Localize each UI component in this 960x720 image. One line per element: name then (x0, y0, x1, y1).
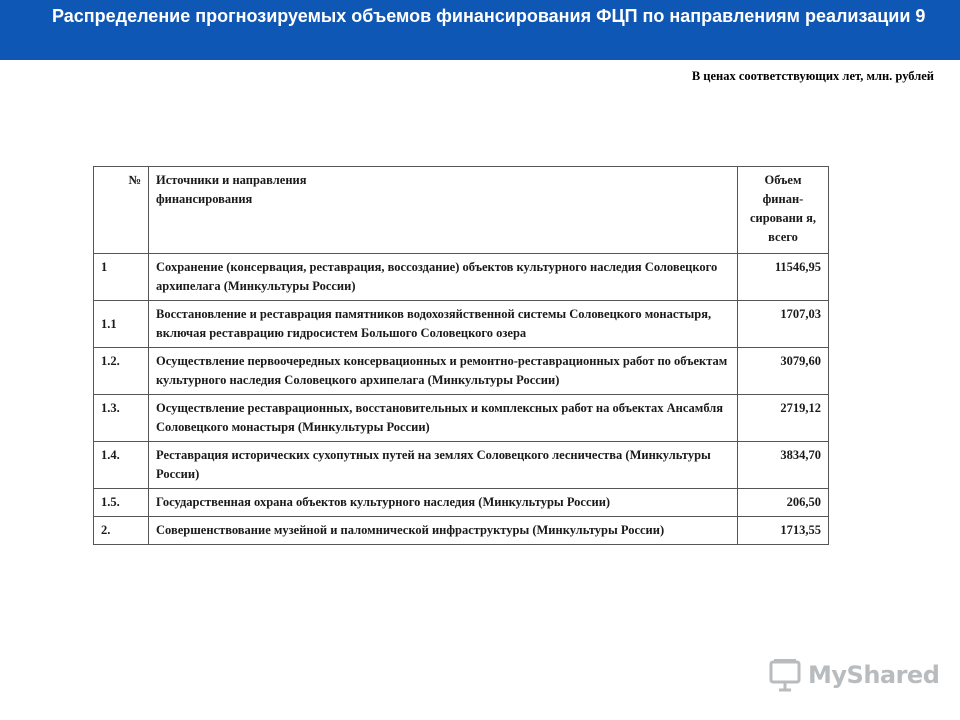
row-num: 1.2. (94, 348, 149, 395)
row-num: 1.4. (94, 442, 149, 489)
row-text: Совершенствование музейной и паломнической инфраструктуры (Минкультуры России) (149, 517, 738, 545)
row-num: 2. (94, 517, 149, 545)
row-amount: 3834,70 (738, 442, 829, 489)
header-source (149, 167, 738, 254)
row-amount: 3079,60 (738, 348, 829, 395)
page-title: Распределение прогнозируемых объемов финансирования ФЦП по направлениям реализации 9 (52, 6, 926, 26)
header-amount: Объем финан-сировани я, всего (738, 167, 829, 254)
row-text: Сохранение (консервация, реставрация, воссоздание) объектов культурного наследия Соловецкого архипелага (Минкультуры России) (149, 254, 738, 301)
row-amount: 206,50 (738, 489, 829, 517)
row-text: Восстановление и реставрация памятников водохозяйственной системы Соловецкого монастыря, включая реставрацию гидросистем Большого Соловецкого озера (149, 301, 738, 348)
header-num: № (94, 167, 149, 254)
table-row (94, 301, 829, 348)
row-text: Реставрация исторических сухопутных путей на землях Соловецкого лесничества (Минкультуры России) (149, 442, 738, 489)
row-text: Осуществление первоочередных консервационных и ремонтно-реставрационных работ по объектам культурного наследия Соловецкого архипелага (Минкультуры России) (149, 348, 738, 395)
row-num: 1 (94, 254, 149, 301)
table-row (94, 395, 829, 442)
table-row (94, 517, 829, 545)
header-source-label: Источники и направления финансирования (156, 173, 307, 206)
watermark-text: MyShared (808, 661, 940, 689)
row-amount: 1713,55 (738, 517, 829, 545)
row-amount: 1707,03 (738, 301, 829, 348)
watermark-logo (768, 656, 939, 694)
row-amount: 11546,95 (738, 254, 829, 301)
table-row (94, 489, 829, 517)
row-num: 1.5. (94, 489, 149, 517)
row-num: 1.1 (94, 301, 149, 348)
table-row (94, 348, 829, 395)
row-num: 1.3. (94, 395, 149, 442)
row-text: Государственная охрана объектов культурного наследия (Минкультуры России) (149, 489, 738, 517)
row-amount: 2719,12 (738, 395, 829, 442)
units-note: В ценах соответствующих лет, млн. рублей (691, 69, 934, 83)
financing-table (93, 166, 829, 545)
projector-screen-icon (768, 658, 802, 692)
row-text: Осуществление реставрационных, восстановительных и комплексных работ на объектах Ансамбля Соловецкого монастыря (Минкультуры России) (149, 395, 738, 442)
title-bar (0, 0, 960, 60)
table-row (94, 442, 829, 489)
table-header-row (94, 167, 829, 254)
table-row (94, 254, 829, 301)
